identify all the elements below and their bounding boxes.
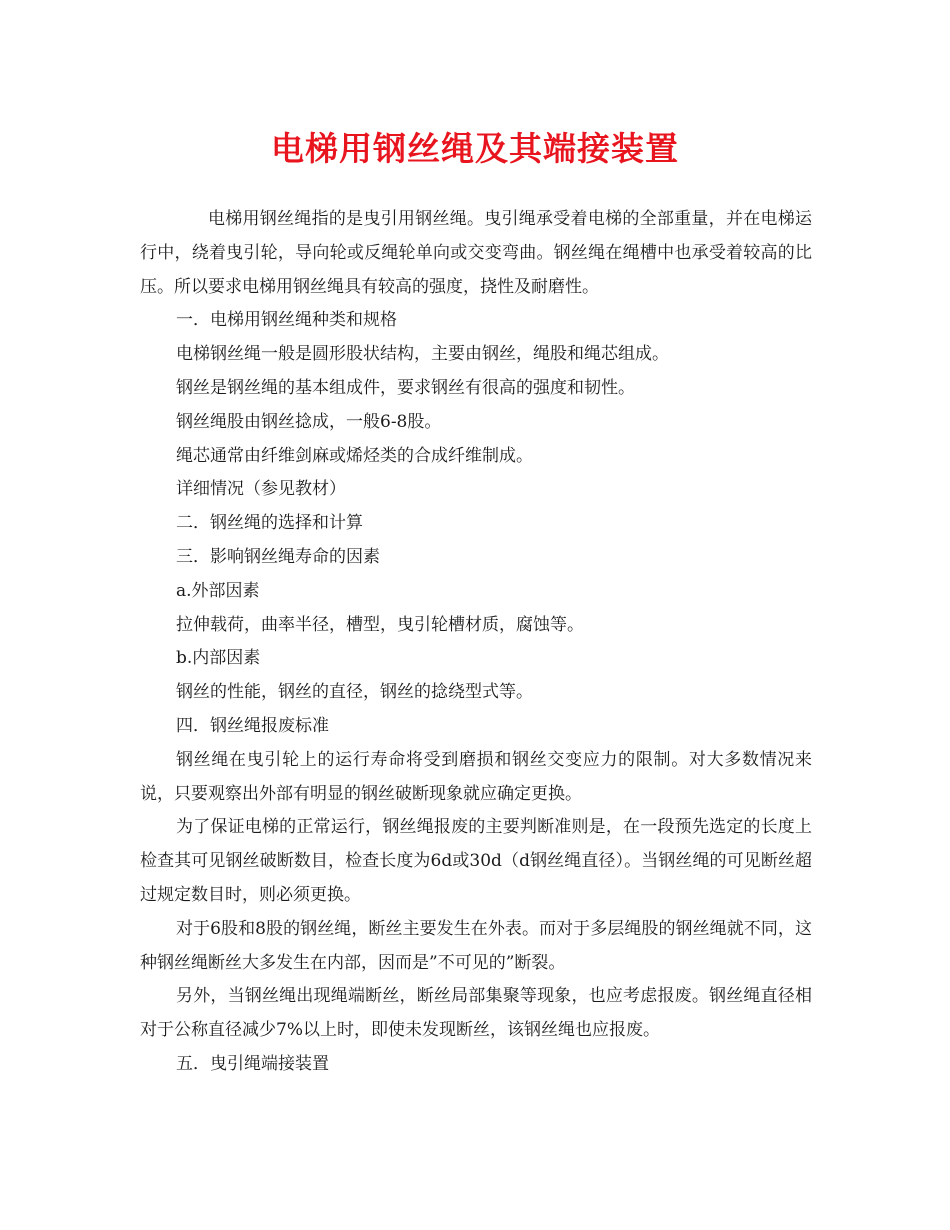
paragraph: 对于6股和8股的钢丝绳，断丝主要发生在外表。而对于多层绳股的钢丝绳就不同，这种钢丝绳断丝大多发生在内部，因而是”不可见的”断裂。 [140, 918, 812, 973]
paragraph: 详细情况（参见教材） [176, 479, 346, 500]
paragraph: 钢丝的性能，钢丝的直径，钢丝的捻绕型式等。 [176, 682, 533, 703]
paragraph: 钢丝绳在曳引轮上的运行寿命将受到磨损和钢丝交变应力的限制。对大多数情况来说，只要观察出外部有明显的钢丝破断现象就应确定更换。 [140, 749, 812, 804]
paragraph: 另外，当钢丝绳出现绳端断丝，断丝局部集聚等现象，也应考虑报废。钢丝绳直径相对于公称直径减少7%以上时，即使未发现断丝，该钢丝绳也应报废。 [140, 986, 812, 1041]
paragraph: 钢丝是钢丝绳的基本组成件，要求钢丝有很高的强度和韧性。 [176, 377, 635, 398]
section-heading-2: 二．钢丝绳的选择和计算 [176, 513, 363, 534]
paragraph: 拉伸载荷，曲率半径，槽型，曳引轮槽材质，腐蚀等。 [176, 614, 584, 635]
intro-paragraph: 电梯用钢丝绳指的是曳引用钢丝绳。曳引绳承受着电梯的全部重量，并在电梯运行中，绕着曳引轮，导向轮或反绳轮单向或交变弯曲。钢丝绳在绳槽中也承受着较高的比压。所以要求电梯用钢丝绳具有较高的强度，挠性及耐磨性。 [140, 209, 812, 297]
paragraph: 为了保证电梯的正常运行，钢丝绳报废的主要判断准则是，在一段预先选定的长度上检查其可见钢丝破断数目，检查长度为6d或30d（d钢丝绳直径）。当钢丝绳的可见断丝超过规定数目时，则必须更换。 [140, 817, 812, 905]
paragraph: 电梯钢丝绳一般是圆形股状结构，主要由钢丝，绳股和绳芯组成。 [176, 344, 669, 365]
subheading-a: a.外部因素 [176, 580, 260, 601]
document-body [140, 203, 812, 1082]
paragraph: 绳芯通常由纤维剑麻或烯烃类的合成纤维制成。 [176, 445, 533, 466]
section-heading-5: 五．曳引绳端接装置 [176, 1053, 329, 1074]
section-heading-3: 三．影响钢丝绳寿命的因素 [176, 546, 380, 567]
section-heading-1: 一．电梯用钢丝绳种类和规格 [176, 310, 397, 331]
document-title: 电梯用钢丝绳及其端接装置 [271, 129, 679, 168]
subheading-b: b.内部因素 [176, 648, 261, 669]
section-heading-4: 四．钢丝绳报废标准 [176, 715, 329, 736]
paragraph: 钢丝绳股由钢丝捻成，一般6-8股。 [176, 411, 442, 432]
